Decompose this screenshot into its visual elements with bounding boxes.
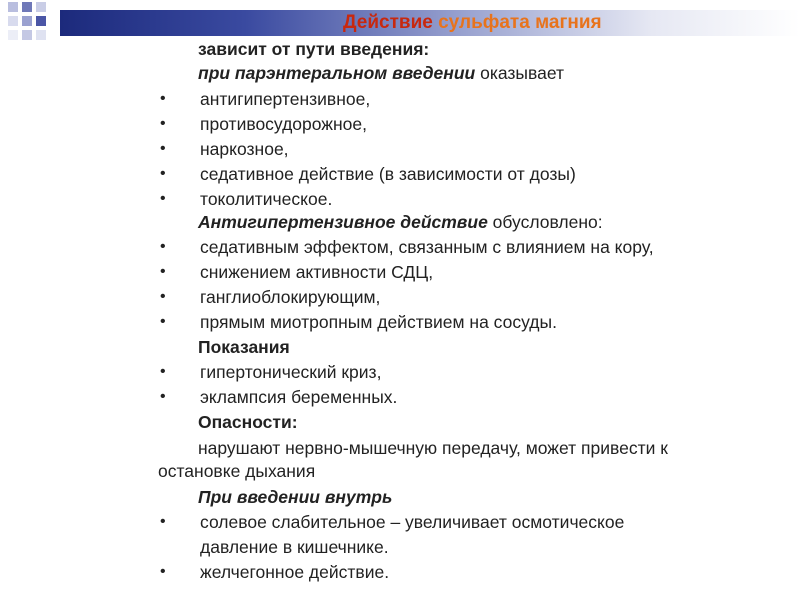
bullet-icon: • xyxy=(160,165,166,182)
intro-emphasis: при парэнтеральном введении xyxy=(198,63,476,83)
title-part-2: сульфата магния xyxy=(438,12,602,33)
bullet-icon: • xyxy=(160,115,166,132)
dangers-heading: Опасности: xyxy=(198,412,298,432)
mechanism-item: ганглиоблокирующим, xyxy=(200,287,381,307)
bullet-icon: • xyxy=(160,90,166,107)
antihyper-rest: обусловлено: xyxy=(487,212,603,232)
oral-heading: При введении внутрь xyxy=(198,487,393,507)
slide-title xyxy=(343,11,602,35)
bullet-icon: • xyxy=(160,288,166,305)
effect-item: антигипертензивное, xyxy=(200,89,371,109)
intro-rest: оказывает xyxy=(475,63,565,83)
bullet-icon: • xyxy=(160,140,166,157)
antihyper-heading xyxy=(198,211,603,233)
antihyper-emphasis: Антигипертензивное действие xyxy=(198,212,488,232)
mechanism-item: седативным эффектом, связанным с влиянием на кору, xyxy=(200,237,654,257)
bullet-icon: • xyxy=(160,190,166,207)
indication-item: гипертонический криз, xyxy=(200,362,382,382)
dangers-line-1: нарушают нервно-мышечную передачу, может привести к xyxy=(198,438,668,458)
effect-item: токолитическое. xyxy=(200,189,333,209)
effect-item: наркозное, xyxy=(200,139,289,159)
oral-item-2: желчегонное действие. xyxy=(200,562,390,582)
bullet-icon: • xyxy=(160,388,166,405)
mechanism-item: прямым миотропным действием на сосуды. xyxy=(200,312,557,332)
dangers-line-2: остановке дыхания xyxy=(158,461,316,481)
bullet-icon: • xyxy=(160,513,166,530)
effect-item: противосудорожное, xyxy=(200,114,368,134)
decorative-squares xyxy=(0,0,60,50)
intro-line-2 xyxy=(198,62,564,84)
oral-item-1-line-2: давление в кишечнике. xyxy=(200,537,389,557)
bullet-icon: • xyxy=(160,238,166,255)
bullet-icon: • xyxy=(160,563,166,580)
mechanism-item: снижением активности СДЦ, xyxy=(200,262,434,282)
indications-heading: Показания xyxy=(198,337,290,357)
oral-item-1-line-1: солевое слабительное – увеличивает осмотическое xyxy=(200,512,625,532)
bullet-icon: • xyxy=(160,263,166,280)
indication-item: эклампсия беременных. xyxy=(200,387,398,407)
title-part-1: Действие xyxy=(343,12,433,33)
bullet-icon: • xyxy=(160,313,166,330)
effect-item: седативное действие (в зависимости от дозы) xyxy=(200,164,576,184)
intro-line-1: зависит от пути введения: xyxy=(198,39,430,59)
bullet-icon: • xyxy=(160,363,166,380)
